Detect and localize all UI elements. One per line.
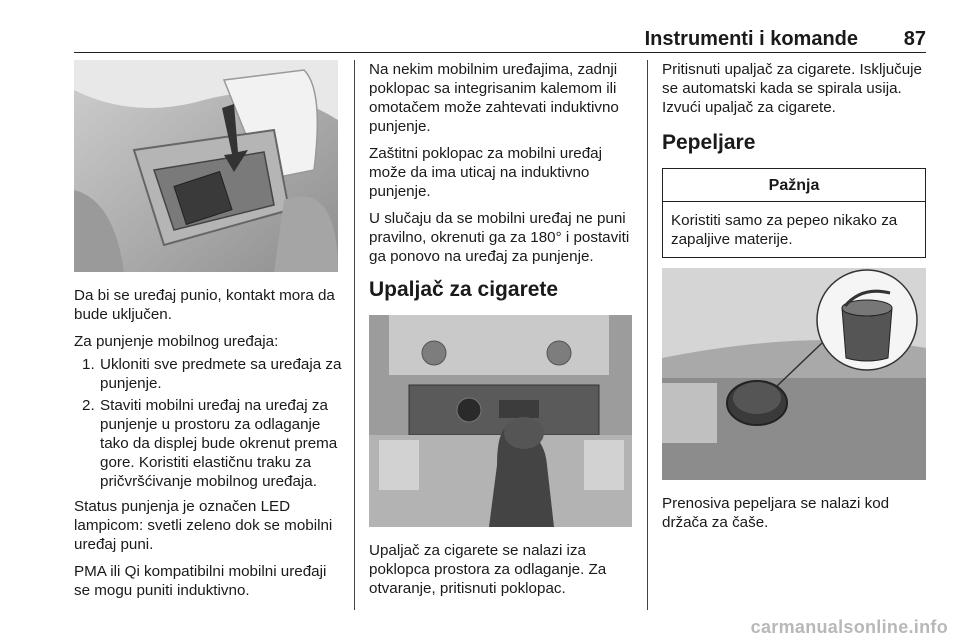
paragraph: Prenosiva pepeljara se nalazi kod držača za čaše. (662, 495, 890, 531)
header-rule (74, 52, 926, 53)
paragraph: Upaljač za cigarete se nalazi iza poklopca prostora za odlaganje. Za otvaranje, pritisnuti poklopac. (369, 542, 607, 597)
paragraph: Status punjenja je označen LED lampicom: svetli zeleno dok se mobilni uređaj puni. (74, 498, 333, 553)
paragraph: Na nekim mobilnim uređajima, zadnji poklopac sa integrisanim kalemom ili omotačem može zahtevati induktivno punjenje. (369, 61, 619, 135)
column-divider (354, 60, 355, 610)
paragraph: PMA ili Qi kompatibilni mobilni uređaji se mogu puniti induktivno. (74, 563, 327, 599)
step-text: Staviti mobilni uređaj na uređaj za punjenje u prostoru za odlaganje tako da displej bude okrenut prema gore. Koristiti elastičnu traku za pričvršćivanje mobilnog uređaja. (100, 397, 338, 490)
list-item (74, 396, 342, 491)
section-title: Instrumenti i komande (644, 28, 858, 50)
steps-list (74, 355, 342, 491)
watermark: carmanualsonline.info (750, 617, 948, 637)
caution-title: Pažnja (663, 169, 925, 202)
ashtray-photo (662, 268, 926, 480)
list-item (74, 355, 342, 393)
column-divider (647, 60, 648, 610)
section-heading: Pepeljare (662, 131, 756, 154)
paragraph: U slučaju da se mobilni uređaj ne puni pravilno, okrenuti ga za 180° i postaviti ga ponovo na uređaj za punjenje. (369, 210, 630, 265)
column-2 (369, 60, 637, 606)
step-number: 2. (82, 397, 95, 414)
wireless-charger-photo (74, 60, 338, 272)
cigarette-lighter-photo (369, 315, 632, 527)
caution-text: Koristiti samo za pepeo nikako za zapaljive materije. (671, 212, 898, 248)
page-number: 87 (903, 28, 926, 50)
section-heading: Upaljač za cigarete (369, 278, 559, 301)
paragraph: Pritisnuti upaljač za cigarete. Isključuje se automatski kada se spirala usija. Izvući upaljač za cigarete. (662, 61, 922, 116)
paragraph: Za punjenje mobilnog uređaja: (74, 333, 279, 350)
page-header (74, 26, 926, 56)
paragraph: Da bi se uređaj punio, kontakt mora da bude uključen. (74, 287, 335, 323)
step-text: Ukloniti sve predmete sa uređaja za punjenje. (100, 356, 342, 392)
paragraph: Zaštitni poklopac za mobilni uređaj može da ima uticaj na induktivno punjenje. (369, 145, 602, 200)
column-3 (662, 60, 926, 540)
column-1 (74, 60, 342, 608)
caution-box (662, 168, 926, 258)
step-number: 1. (82, 356, 95, 373)
